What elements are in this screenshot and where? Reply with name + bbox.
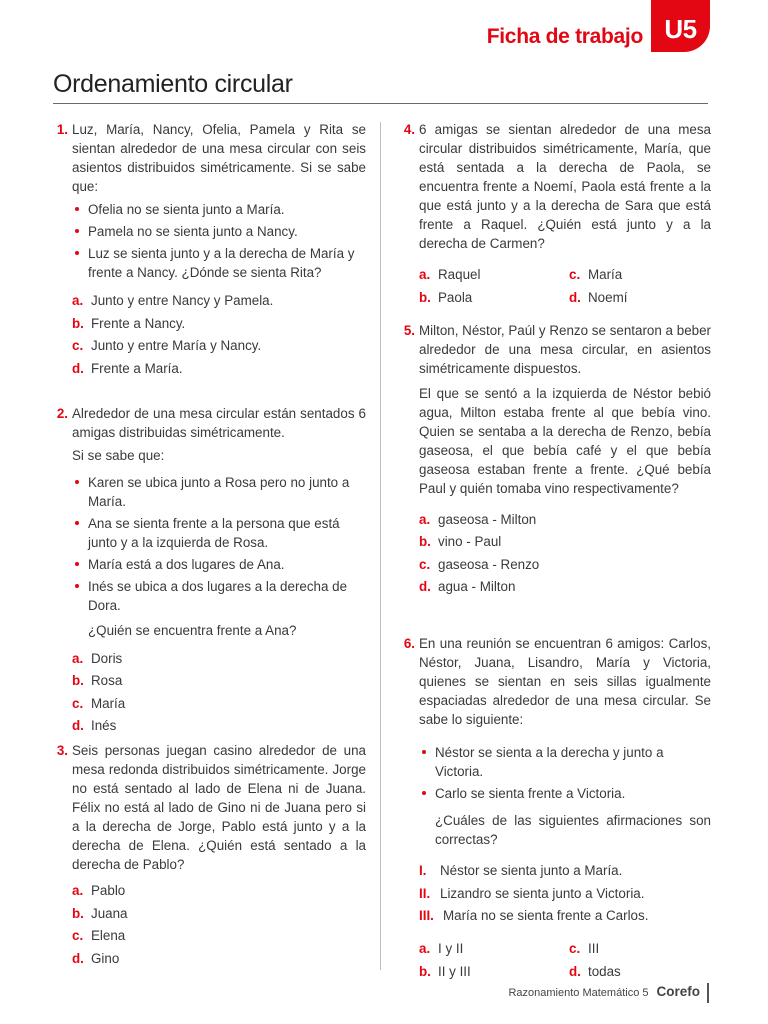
clue-item: Néstor se sienta a la derecha y junto a Victoria. (419, 743, 711, 781)
option-letter: d. (569, 963, 581, 979)
answer-options (72, 649, 366, 736)
answer-option[interactable] (72, 359, 366, 378)
problem-text: Alrededor de una mesa circular están sentados 6 amigas distribuidas simétricamente. (72, 405, 366, 440)
answer-option[interactable] (419, 265, 569, 284)
clue-item: María está a dos lugares de Ana. (72, 555, 366, 574)
problem-number: 2. (56, 405, 68, 421)
statement (419, 861, 711, 880)
answer-option[interactable] (419, 288, 569, 307)
problem-text: En una reunión se encuentran 6 amigos: Carlos, Néstor, Juana, Lisandro, María y Victoria, quienes se sientan en seis sillas igualmente espaciadas alrededor de una mesa circular. Se sabe lo siguiente: (419, 636, 711, 727)
problem-3 (44, 741, 366, 968)
clue-item: Ana se sienta frente a la persona que está junto y a la izquierda de Rosa. (72, 514, 366, 552)
answer-options (419, 510, 711, 597)
option-text: vino - Paul (438, 534, 502, 549)
option-text: Inés (91, 718, 117, 733)
option-text: agua - Milton (438, 579, 516, 594)
problem-2 (44, 404, 366, 736)
answer-option[interactable] (72, 716, 366, 735)
option-letter: b. (72, 315, 84, 331)
problem-text: Luz, María, Nancy, Ofelia, Pamela y Rita se sientan alrededor de una mesa circular con seis asientos distribuidos simétricamente. Si se sabe que: (72, 122, 366, 194)
answer-option[interactable] (72, 881, 366, 900)
answer-option[interactable] (419, 555, 711, 574)
option-text: Junto y entre Nancy y Pamela. (91, 293, 274, 308)
statement (419, 884, 711, 903)
page-footer (0, 984, 700, 999)
statement-text: María no se sienta frente a Carlos. (443, 908, 649, 923)
problem-text: Milton, Néstor, Paúl y Renzo se sentaron a beber alrededor de una mesa circular, en asientos simétricamente dispuestos. (419, 322, 711, 376)
answer-option[interactable] (72, 649, 366, 668)
statement-label: III. (419, 908, 434, 923)
problem-subtext: El que se sentó a la izquierda de Néstor bebió agua, Milton estaba frente al que bebía vino. Quien se sentaba a la derecha de Renzo, bebía gaseosa, el que bebía café y el que bebía gaseosa estaban frente a frente. ¿Qué bebía Paul y quién tomaba vino respectivamente? (419, 385, 711, 496)
option-text: María (91, 695, 126, 711)
option-letter: a. (72, 650, 84, 666)
page-title: Ordenamiento circular (53, 70, 293, 98)
option-letter: c. (419, 556, 431, 572)
option-text: María (588, 267, 623, 282)
problem-question: ¿Cuáles de las siguientes afirmaciones son correctas? (435, 813, 711, 847)
answer-option[interactable] (72, 694, 366, 713)
option-letter: b. (419, 289, 431, 305)
problem-number: 3. (56, 743, 68, 758)
option-text: I y II (438, 941, 464, 956)
problem-text: Seis personas juegan casino alrededor de una mesa redonda distribuidos simétricamente. Jorge no está sentado al lado de Elena ni de Juana. Félix no está al lado de Gino ni de Juana pero si a la derecha de Jorge, Pablo está junto y a la derecha de Elena. ¿Quién está sentado a la derecha de Pablo? (72, 743, 366, 872)
problem-4 (391, 120, 711, 307)
answer-option[interactable] (419, 939, 569, 958)
clue-list (72, 473, 366, 615)
clue-item: Carlo se sienta frente a Victoria. (419, 784, 711, 803)
option-letter: a. (72, 883, 84, 898)
problem-6 (391, 634, 711, 981)
unit-badge: U5 (651, 0, 710, 52)
option-letter: c. (72, 695, 84, 711)
option-letter: d. (569, 289, 581, 305)
answer-option[interactable] (72, 904, 366, 923)
option-letter: d. (72, 718, 84, 733)
option-text: gaseosa - Milton (438, 511, 537, 527)
option-text: III (588, 941, 600, 956)
option-text: Juana (91, 905, 128, 921)
answer-option[interactable] (72, 671, 366, 690)
option-letter: c. (569, 941, 581, 956)
answer-option[interactable] (72, 314, 366, 333)
clue-item: Karen se ubica junto a Rosa pero no junto a María. (72, 473, 366, 511)
problem-number: 6. (403, 636, 415, 651)
option-letter: a. (419, 267, 431, 282)
statement-label: I. (419, 863, 427, 878)
option-letter: c. (72, 928, 84, 943)
option-letter: b. (72, 905, 84, 921)
right-column (391, 120, 711, 981)
option-letter: c. (569, 267, 581, 282)
left-column (44, 120, 366, 971)
option-letter: d. (72, 360, 84, 376)
statement-list (419, 861, 711, 925)
option-text: Elena (91, 928, 126, 943)
answer-option[interactable] (72, 949, 366, 968)
problem-text: 6 amigas se sientan alrededor de una mesa circular distribuidos simétricamente, María, que está sentada a la derecha de Paola, se encuentra frente a Noemí, Paola está frente a la que está junto y a la derecha de Sara que está frente a Raquel. ¿Quién está junto y a la derecha de Carmen? (419, 122, 711, 251)
answer-options (419, 265, 711, 307)
clue-item: Pamela no se sienta junto a Nancy. (72, 222, 366, 241)
answer-option[interactable] (419, 510, 711, 529)
footer-divider (707, 983, 709, 1003)
option-letter: d. (72, 950, 84, 966)
option-letter: d. (419, 579, 431, 594)
option-text: Paola (438, 289, 473, 305)
clue-item: Inés se ubica a dos lugares a la derecha de Dora. (72, 577, 366, 615)
option-text: Doris (91, 650, 123, 666)
clue-list (72, 200, 366, 282)
option-letter: c. (72, 338, 84, 353)
problem-1 (44, 120, 366, 378)
option-text: Junto y entre María y Nancy. (91, 338, 262, 353)
option-letter: b. (419, 963, 431, 979)
option-text: Rosa (91, 673, 123, 688)
answer-options (419, 939, 711, 981)
answer-option[interactable] (569, 288, 719, 307)
problem-question: ¿Quién se encuentra frente a Ana? (88, 622, 297, 638)
option-letter: b. (72, 673, 84, 688)
answer-option[interactable] (419, 962, 569, 981)
option-text: Frente a Nancy. (91, 315, 186, 331)
statement-text: Néstor se sienta junto a María. (440, 863, 623, 878)
option-text: Raquel (438, 267, 481, 282)
worksheet-label: Ficha de trabajo (486, 25, 643, 48)
problem-number: 1. (56, 122, 68, 137)
answer-option[interactable] (72, 926, 366, 945)
problem-subtext: Si se sabe que: (72, 447, 165, 463)
answer-option[interactable] (419, 532, 711, 551)
option-letter: a. (419, 511, 431, 527)
answer-option[interactable] (419, 577, 711, 596)
option-text: Noemí (588, 289, 628, 305)
title-divider (53, 103, 708, 104)
answer-option[interactable] (72, 336, 366, 355)
answer-option[interactable] (569, 939, 719, 958)
clue-item: Luz se sienta junto y a la derecha de María y frente a Nancy. ¿Dónde se sienta Rita? (72, 244, 366, 282)
footer-subject: Razonamiento Matemático 5 (508, 987, 649, 999)
answer-option[interactable] (569, 962, 719, 981)
clue-list (419, 743, 711, 803)
problem-number: 5. (403, 322, 415, 338)
option-letter: a. (72, 293, 84, 308)
statement-label: II. (419, 885, 431, 901)
statement (419, 906, 711, 925)
footer-brand: Corefo (656, 984, 700, 999)
answer-options (72, 881, 366, 968)
option-text: Pablo (91, 883, 126, 898)
option-text: gaseosa - Renzo (438, 556, 540, 572)
option-letter: b. (419, 534, 431, 549)
answer-option[interactable] (569, 265, 719, 284)
option-text: todas (588, 963, 621, 979)
option-text: Gino (91, 950, 120, 966)
statement-text: Lizandro se sienta junto a Victoria. (440, 885, 645, 901)
column-divider (380, 122, 381, 970)
answer-option[interactable] (72, 291, 366, 310)
option-text: II y III (438, 963, 471, 979)
clue-item: Ofelia no se sienta junto a María. (72, 200, 366, 219)
option-letter: a. (419, 941, 431, 956)
option-text: Frente a María. (91, 360, 183, 376)
problem-number: 4. (403, 122, 415, 137)
problem-5 (391, 321, 711, 597)
answer-options (72, 291, 366, 378)
